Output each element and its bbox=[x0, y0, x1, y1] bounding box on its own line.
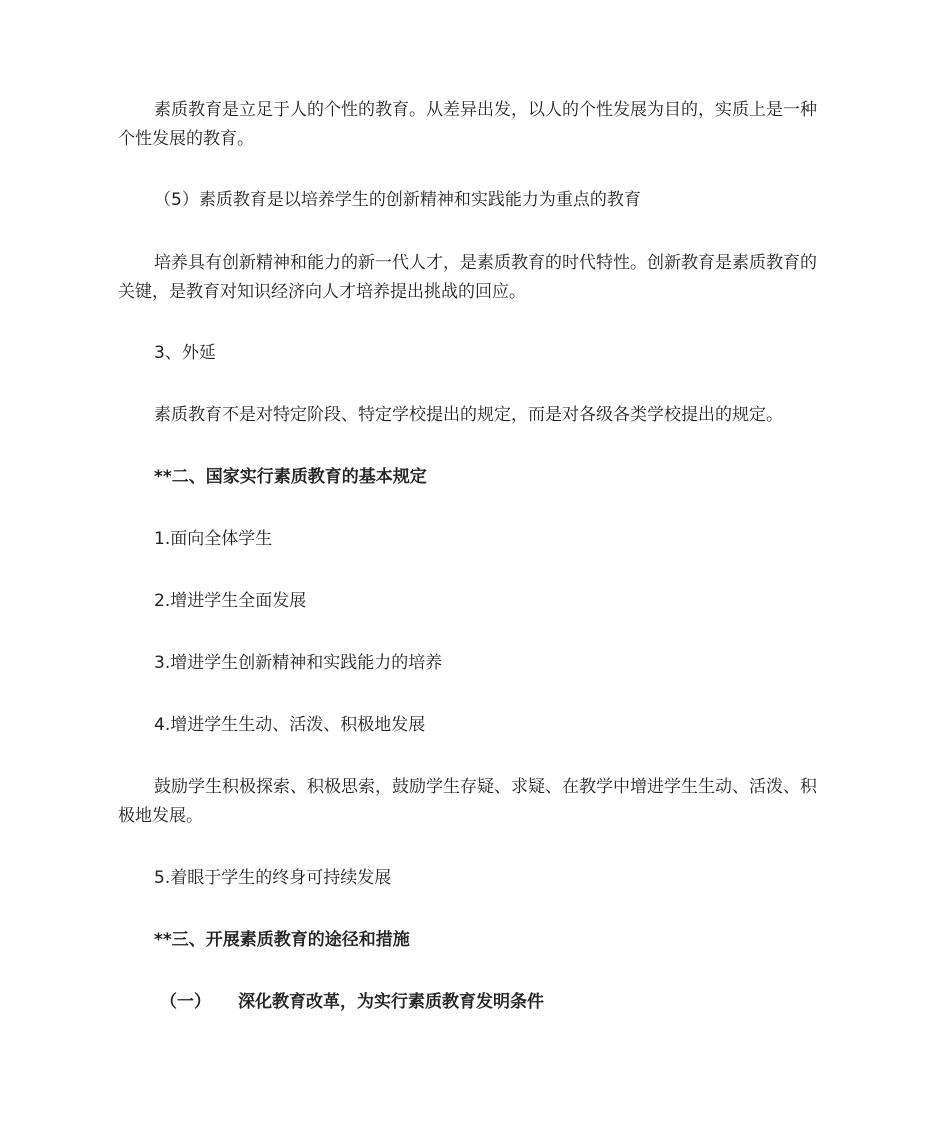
item-5-heading: （5）素质教育是以培养学生的创新精神和实践能力为重点的教育 bbox=[154, 190, 641, 210]
list-item-4: 4.增进学生生动、活泼、积极地发展 bbox=[154, 715, 426, 735]
section-3-extension: 3、外延 bbox=[154, 343, 216, 363]
section-3-heading: **三、开展素质教育的途径和措施 bbox=[154, 930, 410, 950]
list-item-2: 2.增进学生全面发展 bbox=[154, 591, 307, 611]
paragraph-individuality: 素质教育是立足于人的个性的教育。从差异出发，以人的个性发展为目的，实质上是一种个性发展的教育。 bbox=[118, 100, 817, 149]
paragraph-encourage: 鼓励学生积极探索、积极思索，鼓励学生存疑、求疑、在教学中增进学生生动、活泼、积极地发展。 bbox=[118, 777, 817, 826]
paragraph-innovation: 培养具有创新精神和能力的新一代人才，是素质教育的时代特性。创新教育是素质教育的关键，是教育对知识经济向人才培养提出挑战的回应。 bbox=[118, 253, 817, 302]
list-item-5: 5.着眼于学生的终身可持续发展 bbox=[154, 868, 392, 888]
subsection-title: 深化教育改革，为实行素质教育发明条件 bbox=[238, 992, 544, 1012]
list-item-1: 1.面向全体学生 bbox=[154, 529, 273, 549]
subsection-number: （一） bbox=[160, 992, 211, 1012]
list-item-3: 3.增进学生创新精神和实践能力的培养 bbox=[154, 653, 443, 673]
section-2-heading: **二、国家实行素质教育的基本规定 bbox=[154, 467, 427, 487]
subsection-1-heading bbox=[160, 988, 544, 1017]
paragraph-extension: 素质教育不是对特定阶段、特定学校提出的规定，而是对各级各类学校提出的规定。 bbox=[154, 405, 783, 425]
